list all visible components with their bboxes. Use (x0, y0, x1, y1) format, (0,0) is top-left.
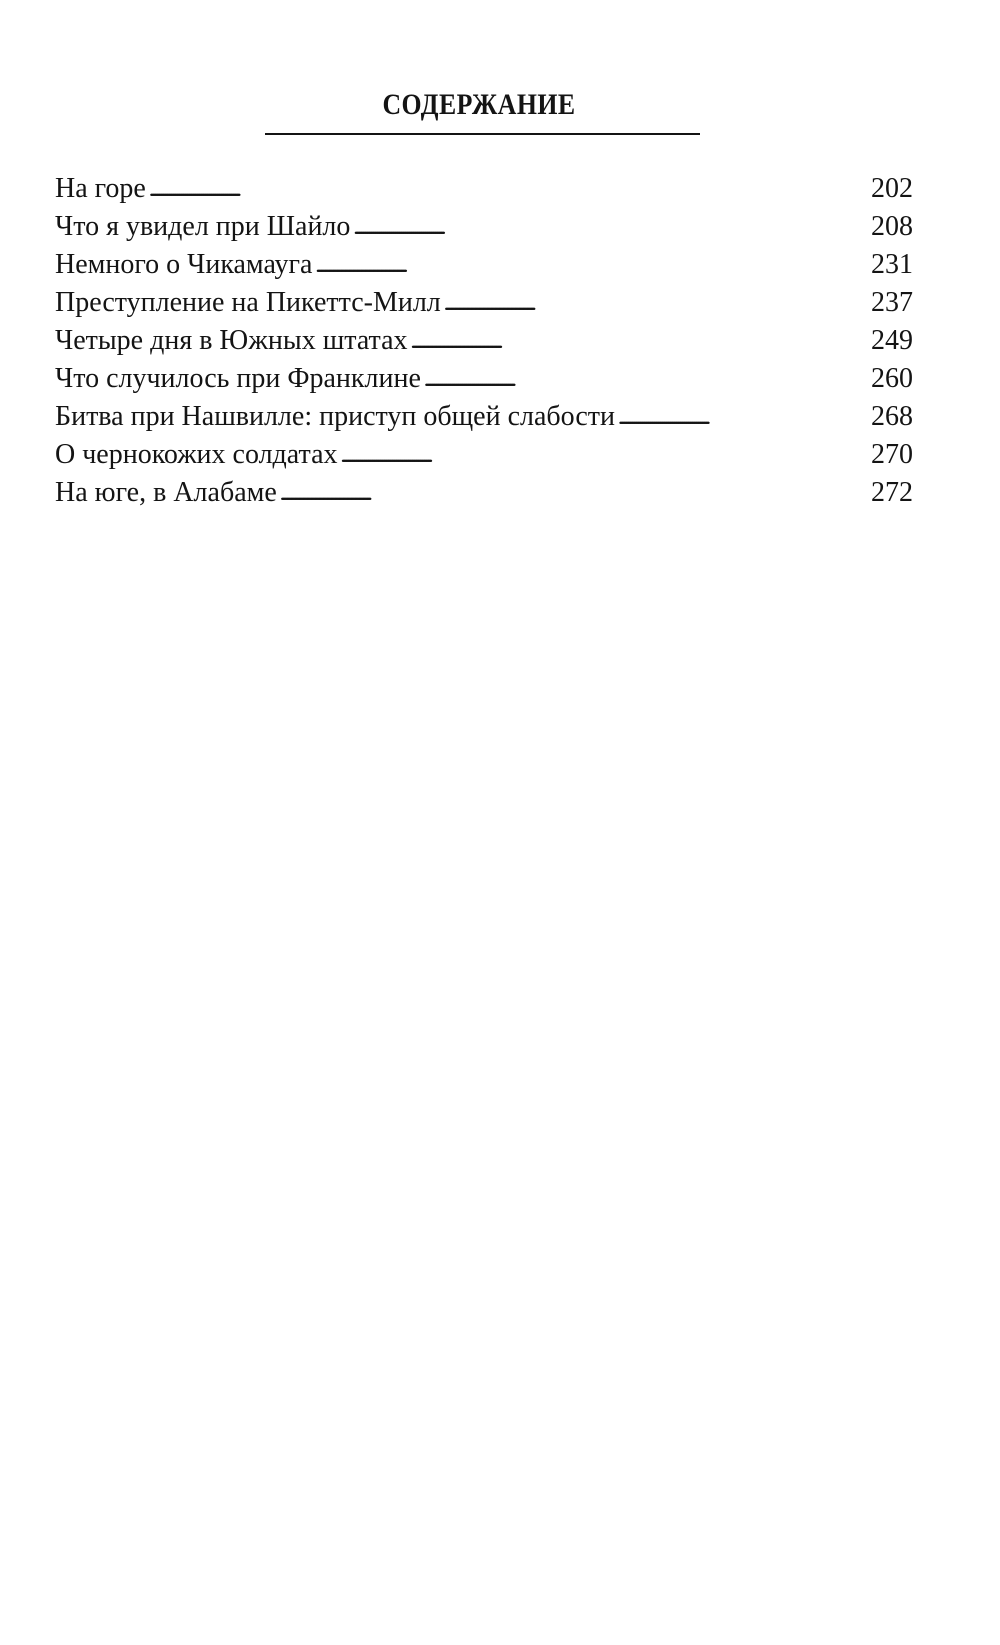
toc-entry-title: Четыре дня в Южных штатах (55, 325, 408, 356)
page-title: СОДЕРЖАНИЕ (382, 88, 576, 121)
dot-leader (341, 435, 867, 475)
toc-page-number: 237 (871, 287, 913, 318)
toc-entry-title: Битва при Нашвилле: приступ общей слабости (55, 401, 615, 432)
toc-item (55, 208, 913, 246)
toc-item (55, 170, 913, 208)
toc-item (55, 360, 913, 398)
title-underline (265, 133, 700, 135)
toc-page-number: 208 (871, 211, 913, 242)
dot-leader (411, 321, 867, 361)
dot-leader (315, 245, 867, 285)
dot-leader (444, 283, 867, 323)
dot-leader (149, 169, 867, 209)
toc-item (55, 474, 913, 512)
toc-item (55, 284, 913, 322)
toc-item (55, 398, 913, 436)
toc-entry-title: Что я увидел при Шайло (55, 211, 351, 242)
toc-page-number: 202 (871, 173, 913, 204)
toc-item (55, 322, 913, 360)
toc-entry-title: Немного о Чикамауга (55, 249, 313, 280)
toc-item (55, 246, 913, 284)
dot-leader (353, 207, 867, 247)
toc-page-number: 231 (871, 249, 913, 280)
dot-leader (424, 359, 867, 399)
toc-item (55, 436, 913, 474)
toc-entry-title: На горе (55, 173, 146, 204)
toc-page-number: 272 (871, 477, 913, 508)
toc-page-number: 270 (871, 439, 913, 470)
dot-leader (618, 397, 867, 437)
table-of-contents (55, 170, 913, 512)
toc-entry-title: Преступление на Пикеттс-Милл (55, 287, 441, 318)
toc-page-number: 260 (871, 363, 913, 394)
toc-page-number: 268 (871, 401, 913, 432)
toc-page-number: 249 (871, 325, 913, 356)
toc-entry-title: О чернокожих солдатах (55, 439, 338, 470)
toc-entry-title: Что случилось при Франклине (55, 363, 421, 394)
toc-entry-title: На юге, в Алабаме (55, 477, 277, 508)
dot-leader (280, 473, 867, 513)
